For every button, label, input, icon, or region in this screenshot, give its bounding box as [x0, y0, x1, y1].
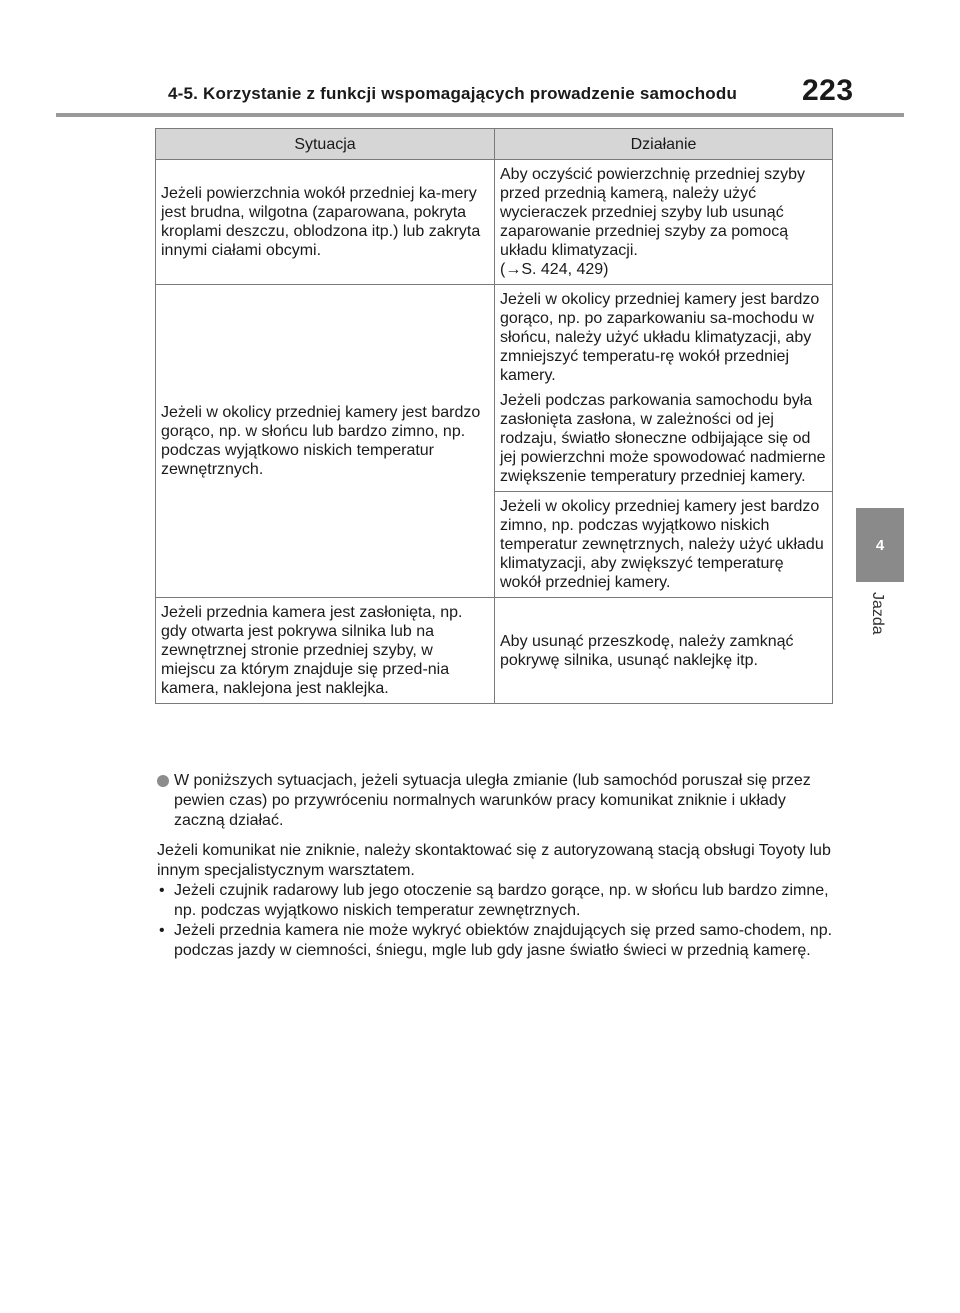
- notes-section: [157, 771, 833, 961]
- bullet-note: [157, 771, 833, 831]
- table-row: [156, 160, 833, 285]
- list-item: [157, 881, 833, 921]
- situation-action-table: [155, 128, 833, 704]
- header-divider: [56, 113, 904, 117]
- chapter-number: 4: [875, 536, 885, 554]
- bullet-note-text: W poniższych sytuacjach, jeżeli sytuacja uległa zmianie (lub samochód poruszał się przez pewien czas) po przywróceniu normalnych warunków pracy komunikat zniknie i układy zaczną działać.: [174, 772, 811, 829]
- column-header-action: Działanie: [495, 129, 833, 160]
- action-cell: Jeżeli w okolicy przedniej kamery jest bardzo zimno, np. podczas wyjątkowo niskich temperatur zewnętrznych, należy użyć układu klimatyzacji, aby zwiększyć temperaturę wokół przedniej kamery.: [495, 492, 833, 598]
- chapter-label: Jazda: [869, 592, 886, 635]
- table-header-row: [156, 129, 833, 160]
- action-cell: [495, 285, 833, 492]
- situation-cell: Jeżeli przednia kamera jest zasłonięta, np. gdy otwarta jest pokrywa silnika lub na zewnętrznej stronie przedniej szyby, w miejscu za którym znajduje się przed-nia kamera, naklejona jest naklejka.: [156, 598, 495, 704]
- list-item-text: Jeżeli czujnik radarowy lub jego otoczenie są bardzo gorące, np. w słońcu lub bardzo zimne, np. podczas wyjątkowo niskich temperatur zewnętrznych.: [174, 882, 829, 919]
- section-title: 4-5. Korzystanie z funkcji wspomagających prowadzenie samochodu: [168, 84, 738, 103]
- situation-cell: Jeżeli powierzchnia wokół przedniej ka-mery jest brudna, wilgotna (zaparowana, pokryta kroplami deszczu, oblodzona itp.) lub zakryta innymi ciałami obcymi.: [156, 160, 495, 285]
- list-item: [157, 921, 833, 961]
- action-text: Jeżeli w okolicy przedniej kamery jest bardzo gorąco, np. po zaparkowaniu sa-mochodu w słońcu, należy użyć układu klimatyzacji, aby zmniejszyć temperatu-rę wokół przedniej kamery.: [500, 291, 820, 384]
- action-cell: [495, 160, 833, 285]
- table-row: [156, 285, 833, 492]
- action-text: Jeżeli podczas parkowania samochodu była zasłonięta zasłona, w zależności od jej rodzaju, światło słoneczne odbijające się od jej powierzchni może spowodować nadmierne zwiększenie temperatury przedniej kamery.: [500, 392, 826, 485]
- action-cell: Aby usunąć przeszkodę, należy zamknąć pokrywę silnika, usunąć naklejkę itp.: [495, 598, 833, 704]
- page-number: 223: [802, 74, 854, 107]
- situation-cell: Jeżeli w okolicy przedniej kamery jest bardzo gorąco, np. w słońcu lub bardzo zimno, np. podczas wyjątkowo niskich temperatur zewnętrznych.: [156, 285, 495, 598]
- page-reference: (→S. 424, 429): [500, 261, 609, 278]
- list-item-text: Jeżeli przednia kamera nie może wykryć obiektów znajdujących się przed samo-chodem, np. podczas jazdy w ciemności, śniegu, mgle lub gdy jasne światło świeci w przednią kamerę.: [174, 922, 833, 959]
- list-bullet: •: [159, 922, 165, 939]
- chapter-tab: [856, 508, 904, 582]
- bullet-dot-icon: [157, 775, 169, 787]
- note-paragraph: Jeżeli komunikat nie zniknie, należy skontaktować się z autoryzowaną stacją obsługi Toyoty lub innym specjalistycznym warsztatem.: [157, 842, 831, 879]
- action-text: Aby oczyścić powierzchnię przedniej szyby przed przednią kamerą, należy użyć wycieraczek przedniej szyby lub usunąć zaparowanie przedniej szyby za pomocą układu klimatyzacji.: [500, 166, 806, 259]
- list-bullet: •: [159, 882, 165, 899]
- table-row: [156, 598, 833, 704]
- column-header-situation: Sytuacja: [156, 129, 495, 160]
